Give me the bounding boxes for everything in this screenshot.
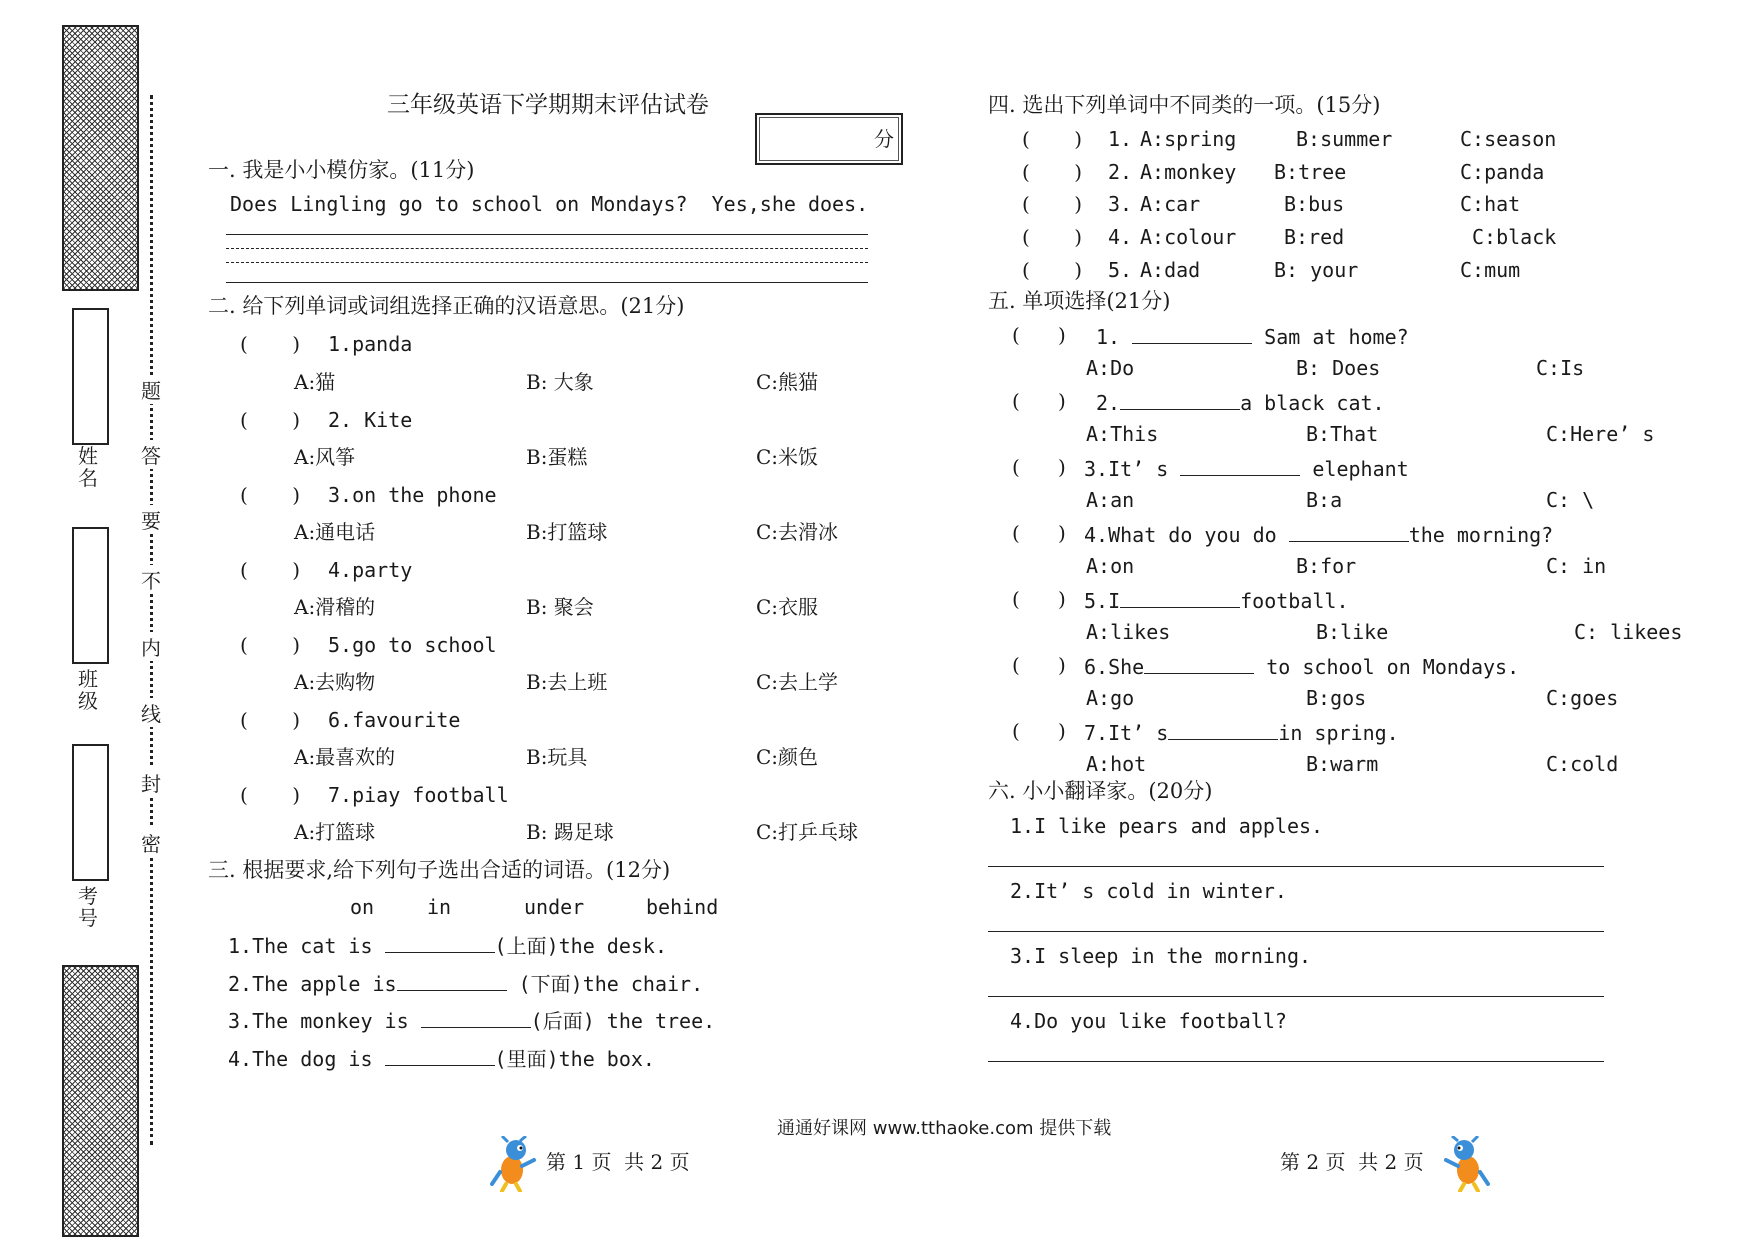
mascot-left-icon [490,1136,536,1192]
binding-pattern-top [62,25,139,291]
answer-line[interactable] [988,931,1604,932]
option-c: C: in [1546,554,1607,578]
option-a: A:an [1086,488,1135,512]
word-bank-in: in [427,895,452,919]
page-number-left: 第 1 页 共 2 页 [546,1150,690,1174]
fill-blank[interactable] [385,1045,495,1066]
option-a: A:打篮球 [294,820,376,844]
question-text: 5.I football. [1084,589,1349,613]
option-c: C:衣服 [756,595,819,619]
seal-line [150,95,153,1145]
option-b: B:bus [1284,192,1345,216]
option-b: B: Does [1296,356,1381,380]
section1-sentence: Does Lingling go to school on Mondays? Yes,she does. [230,192,869,216]
option-c: C: \ [1546,488,1595,512]
option-c: C:颜色 [756,745,819,769]
option-c: C:panda [1460,160,1545,184]
option-b: B: 踢足球 [526,820,614,844]
option-a: A:去购物 [294,670,376,694]
option-a: A:car [1140,192,1201,216]
section2-heading: 二. 给下列单词或词组选择正确的汉语意思。(21分) [208,294,685,318]
answer-paren[interactable]: ( ) [1022,225,1083,249]
option-a: A:This [1086,422,1159,446]
option-b: B:gos [1306,686,1367,710]
source-credit: 通通好课网 www.tthaoke.com 提供下载 [777,1118,1112,1139]
seal-char: 线 [140,698,162,727]
page-title: 三年级英语下学期期末评估试卷 [387,92,709,118]
fill-blank[interactable] [421,1007,531,1028]
writing-line [226,262,868,263]
question-text: 1. Sam at home? [1096,325,1409,349]
option-c: C:cold [1546,752,1619,776]
question-text: 7.It’ s in spring. [1084,721,1399,745]
option-c: C: likees [1574,620,1683,644]
fill-blank[interactable] [1120,389,1240,410]
option-b: B:summer [1296,127,1393,151]
question-text: 3.on the phone [328,483,497,507]
item-number: 1. [1108,127,1133,151]
answer-paren[interactable]: ( ) [240,483,301,507]
answer-paren[interactable]: ( ) [240,558,301,582]
answer-paren[interactable]: ( ) [240,408,301,432]
option-c: C:去滑冰 [756,520,839,544]
fill-blank[interactable] [385,932,495,953]
answer-paren[interactable]: ( ) [240,633,301,657]
word-bank-on: on [350,895,375,919]
option-c: C:去上学 [756,670,839,694]
option-a: A:hot [1086,752,1147,776]
question-text: 2. Kite [328,408,413,432]
word-bank-behind: behind [646,895,719,919]
question-text: 1.panda [328,332,413,356]
option-b: B:for [1296,554,1357,578]
fill-blank[interactable] [1120,587,1240,608]
answer-paren[interactable]: ( ) [240,783,301,807]
item-number: 2. [1108,160,1133,184]
binding-pattern-bottom [62,965,139,1237]
section3-item: 2.The apple is (下面)the chair. [228,972,704,996]
exam-number-label: 考号 [78,884,98,930]
name-box[interactable] [72,308,109,445]
question-text: 4.What do you do the morning? [1084,523,1554,547]
question-text: 2. a black cat. [1096,391,1385,415]
answer-paren[interactable]: ( ) [1022,127,1083,151]
section3-item: 3.The monkey is (后面) the tree. [228,1009,716,1033]
answer-paren[interactable]: ( ) [1022,258,1083,282]
answer-paren[interactable]: ( ) [1012,587,1066,611]
question-text: 5.go to school [328,633,497,657]
option-a: A:dad [1140,258,1201,282]
option-a: A:滑稽的 [294,595,376,619]
option-b: B: 大象 [526,370,594,394]
option-b: B: 聚会 [526,595,594,619]
option-a: A:monkey [1140,160,1237,184]
answer-paren[interactable]: ( ) [1012,719,1066,743]
section4-heading: 四. 选出下列单词中不同类的一项。(15分) [988,93,1381,117]
option-b: B:去上班 [526,670,608,694]
option-a: A:最喜欢的 [294,745,396,769]
mascot-right-icon [1444,1136,1490,1192]
question-text: 4.party [328,558,413,582]
section3-heading: 三. 根据要求,给下列句子选出合适的词语。(12分) [208,858,671,882]
page-number-right: 第 2 页 共 2 页 [1280,1150,1424,1174]
section3-item: 1.The cat is (上面)the desk. [228,934,667,958]
section6-heading: 六. 小小翻译家。(20分) [988,779,1213,803]
seal-char: 答 [140,440,162,469]
option-a: A:风筝 [294,445,356,469]
fill-blank[interactable] [1144,653,1254,674]
answer-paren[interactable]: ( ) [1012,323,1066,347]
section3-item: 4.The dog is (里面)the box. [228,1047,655,1071]
answer-paren[interactable]: ( ) [1012,455,1066,479]
option-b: B:warm [1306,752,1379,776]
translate-sentence: 1.I like pears and apples. [1010,814,1324,838]
fill-blank[interactable] [1168,719,1278,740]
option-a: A:通电话 [294,520,376,544]
answer-paren[interactable]: ( ) [1012,521,1066,545]
option-a: A:go [1086,686,1135,710]
option-b: B:red [1284,225,1345,249]
answer-paren[interactable]: ( ) [1022,160,1083,184]
seal-char: 内 [140,632,162,661]
fill-blank[interactable] [1289,521,1409,542]
option-c: C:熊猫 [756,370,819,394]
translate-sentence: 3.I sleep in the morning. [1010,944,1312,968]
answer-paren[interactable]: ( ) [1012,653,1066,677]
item-number: 5. [1108,258,1133,282]
question-text: 6.favourite [328,708,461,732]
answer-line[interactable] [988,1061,1604,1062]
option-b: B:a [1306,488,1343,512]
class-label: 班级 [78,667,98,713]
seal-char: 题 [140,375,162,404]
option-b: B:玩具 [526,745,588,769]
option-a: A:Do [1086,356,1135,380]
option-a: A:猫 [294,370,336,394]
question-text: 7.piay football [328,783,509,807]
word-bank-under: under [524,895,585,919]
option-a: A:likes [1086,620,1171,644]
section5-heading: 五. 单项选择(21分) [988,289,1171,313]
option-c: C:season [1460,127,1557,151]
answer-line[interactable] [988,996,1604,997]
writing-line [226,248,868,249]
answer-paren[interactable]: ( ) [1022,192,1083,216]
option-b: B:tree [1274,160,1347,184]
section1-heading: 一. 我是小小模仿家。(11分) [208,158,475,182]
writing-line[interactable] [226,282,868,283]
answer-paren[interactable]: ( ) [1012,389,1066,413]
option-b: B:打篮球 [526,520,608,544]
option-b: B: your [1274,258,1359,282]
class-box[interactable] [72,527,109,664]
writing-line[interactable] [226,234,868,235]
item-number: 4. [1108,225,1133,249]
option-c: C:hat [1460,192,1521,216]
answer-paren[interactable]: ( ) [240,332,301,356]
answer-paren[interactable]: ( ) [240,708,301,732]
option-c: C:mum [1460,258,1521,282]
translate-sentence: 4.Do you like football? [1010,1009,1287,1033]
option-c: C:米饭 [756,445,819,469]
fill-blank[interactable] [397,970,507,991]
option-c: C:打乒乓球 [756,820,859,844]
option-b: B:蛋糕 [526,445,588,469]
item-number: 3. [1108,192,1133,216]
option-a: A:on [1086,554,1135,578]
fill-blank[interactable] [1132,323,1252,344]
translate-sentence: 2.It’ s cold in winter. [1010,879,1287,903]
option-b: B:like [1316,620,1389,644]
exam-number-box[interactable] [72,744,109,881]
seal-char: 要 [140,505,162,534]
option-c: C:goes [1546,686,1619,710]
question-text: 6.She to school on Mondays. [1084,655,1520,679]
option-b: B:That [1306,422,1379,446]
option-a: A:spring [1140,127,1237,151]
seal-char: 封 [140,768,162,797]
option-c: C:Here’ s [1546,422,1655,446]
option-c: C:Is [1536,356,1585,380]
fill-blank[interactable] [1180,455,1300,476]
seal-char: 不 [140,565,162,594]
question-text: 3.It’ s elephant [1084,457,1409,481]
option-c: C:black [1472,225,1557,249]
seal-char: 密 [140,828,162,857]
name-label: 姓名 [78,444,98,490]
option-a: A:colour [1140,225,1237,249]
answer-line[interactable] [988,866,1604,867]
score-unit: 分 [874,127,894,151]
